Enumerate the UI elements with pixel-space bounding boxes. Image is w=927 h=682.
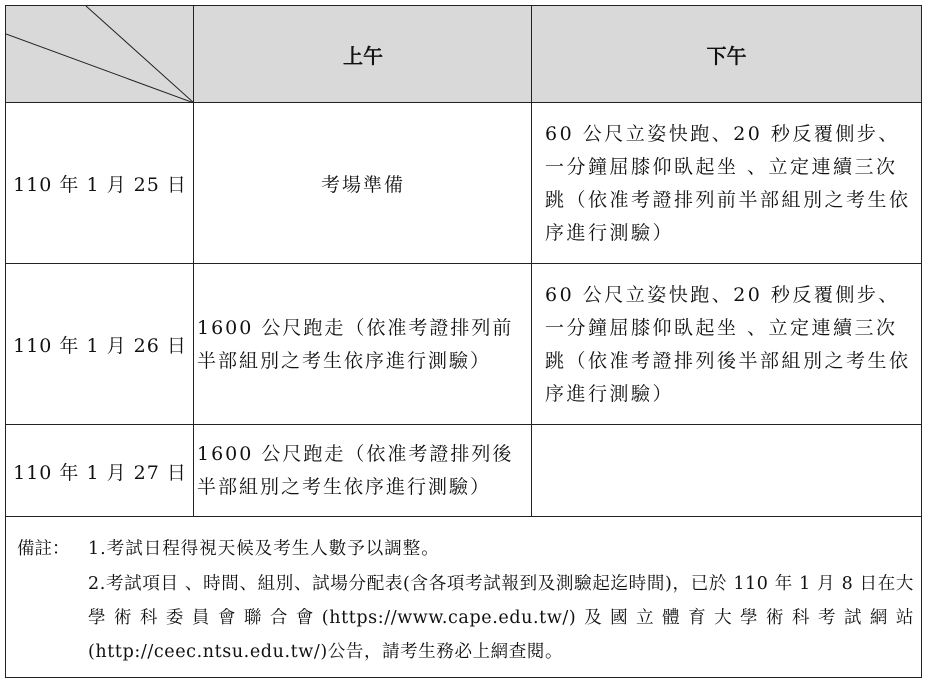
header-morning: 上午 — [194, 6, 532, 103]
grid-line — [531, 6, 532, 517]
note-item-1: 1.考試日程得視天候及考生人數予以調整。 — [88, 539, 440, 559]
notes-label: 備註： — [17, 539, 70, 559]
diagonal-lines-icon — [6, 6, 194, 103]
header-afternoon: 下午 — [532, 6, 921, 103]
grid-line — [6, 102, 921, 103]
grid-line — [193, 6, 194, 517]
schedule-table — [5, 5, 922, 678]
note-item-2: 2.考試項目 、時間、組別、試場分配表(含各項考試報到及測驗起迄時間)，已於 110 年 1 月 8 日在大學術科委員會聯合會(https://www.cape.edu.tw/)及國立體育大學術科考試網站(http://ceec.ntsu.edu.tw/)公告，請考生務必上網查閱。 — [88, 574, 914, 662]
grid-line — [6, 263, 921, 264]
row-2-date: 110 年 1 月 26 日 — [13, 335, 187, 357]
row-2-afternoon: 60 公尺立姿快跑、20 秒反覆側步、一分鐘屈膝仰臥起坐 、立定連續三次跳（依准考證排列後半部組別之考生依序進行測驗） — [545, 283, 911, 405]
row-3-morning: 1600 公尺跑走（依准考證排列後半部組別之考生依序進行測驗） — [197, 443, 514, 498]
row-3-afternoon — [532, 425, 921, 517]
row-3-date: 110 年 1 月 27 日 — [13, 461, 187, 484]
notes-section — [6, 517, 921, 677]
grid-line — [6, 424, 921, 425]
corner-header-cell — [6, 6, 194, 103]
row-1-afternoon: 60 公尺立姿快跑、20 秒反覆側步、一分鐘屈膝仰臥起坐 、立定連續三次跳（依准考證排列前半部組別之考生依序進行測驗） — [545, 122, 911, 244]
row-1-morning: 考場準備 — [320, 174, 405, 196]
row-2-morning: 1600 公尺跑走（依准考證排列前半部組別之考生依序進行測驗） — [197, 316, 514, 372]
row-1-date: 110 年 1 月 25 日 — [13, 174, 187, 196]
